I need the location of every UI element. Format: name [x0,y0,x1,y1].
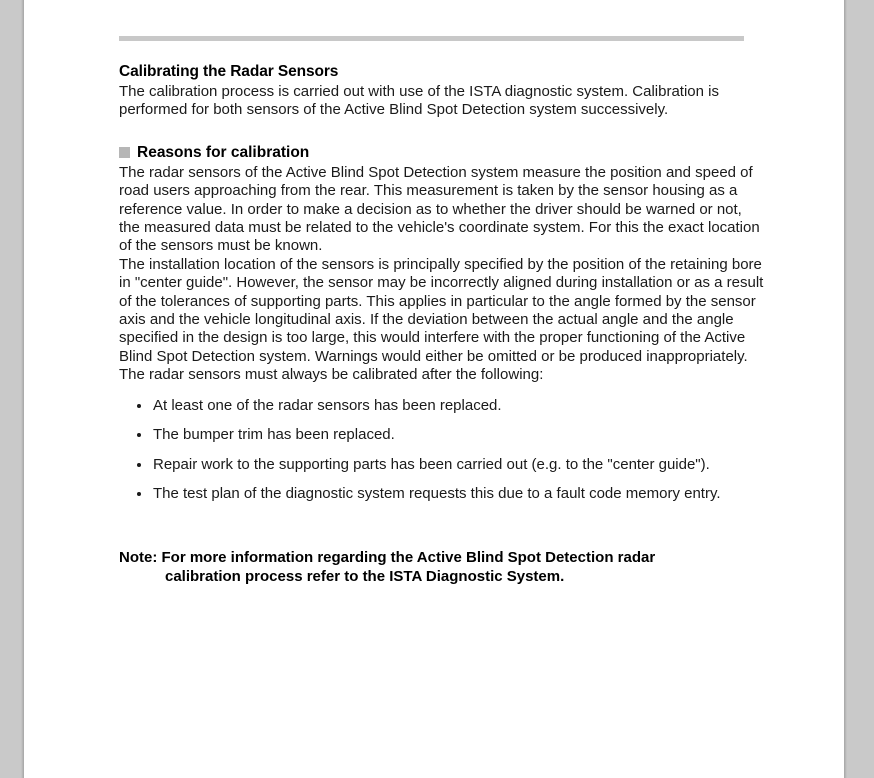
bullet-dot-icon [137,433,141,437]
list-item-text: At least one of the radar sensors has been replaced. [153,396,502,414]
note-label: Note: [119,549,158,567]
note-line1-text: For more information regarding the Active Blind Spot Detection radar [161,549,656,567]
section-heading-row [119,144,764,162]
document-page [24,0,844,778]
header-divider [119,36,744,41]
calibration-conditions-list [119,397,764,504]
section-paragraph-1: The radar sensors of the Active Blind Spot Detection system measure the position and speed of road users approaching from the rear. This measurement is taken by the sensor housing as a reference value. In order to make a decision as to whether the driver should be warned or not, the measured data must be related to the vehicle's coordinate system. For this the exact location of the sensors must be known. [119,163,760,255]
square-bullet-icon [119,147,130,158]
note-block [119,549,764,586]
list-item [119,485,764,503]
note-first-line [119,549,764,568]
list-item-text: The test plan of the diagnostic system requests this due to a fault code memory entry. [153,484,721,502]
section-paragraph-3: The radar sensors must always be calibrated after the following: [119,366,544,384]
bullet-dot-icon [137,492,141,496]
bullet-dot-icon [137,404,141,408]
list-item [119,397,764,415]
list-item [119,456,764,474]
intro-paragraph: The calibration process is carried out with use of the ISTA diagnostic system. Calibration is performed for both sensors of the Active Blind Spot Detection system successively. [119,83,719,119]
note-line2-text: calibration process refer to the ISTA Diagnostic System. [165,567,565,585]
bullet-dot-icon [137,463,141,467]
section-paragraph-2: The installation location of the sensors is principally specified by the position of the retaining bore in "center guide". However, the sensor may be incorrectly aligned during installation or as a result of the tolerances of supporting parts. This applies in particular to the angle formed by the sensor axis and the vehicle longitudinal axis. If the deviation between the actual angle and the angle specified in the design is too large, this would interfere with the proper functioning of the Active Blind Spot Detection system. Warnings would either be omitted or be produced inappropriately. [119,255,764,365]
document-content [119,0,764,587]
section-heading: Reasons for calibration [137,143,310,161]
list-item-text: The bumper trim has been replaced. [153,426,395,444]
list-item [119,426,764,444]
list-item-text: Repair work to the supporting parts has been carried out (e.g. to the "center guide"). [153,455,710,473]
page-right-shadow [844,0,847,778]
page-title: Calibrating the Radar Sensors [119,63,339,80]
